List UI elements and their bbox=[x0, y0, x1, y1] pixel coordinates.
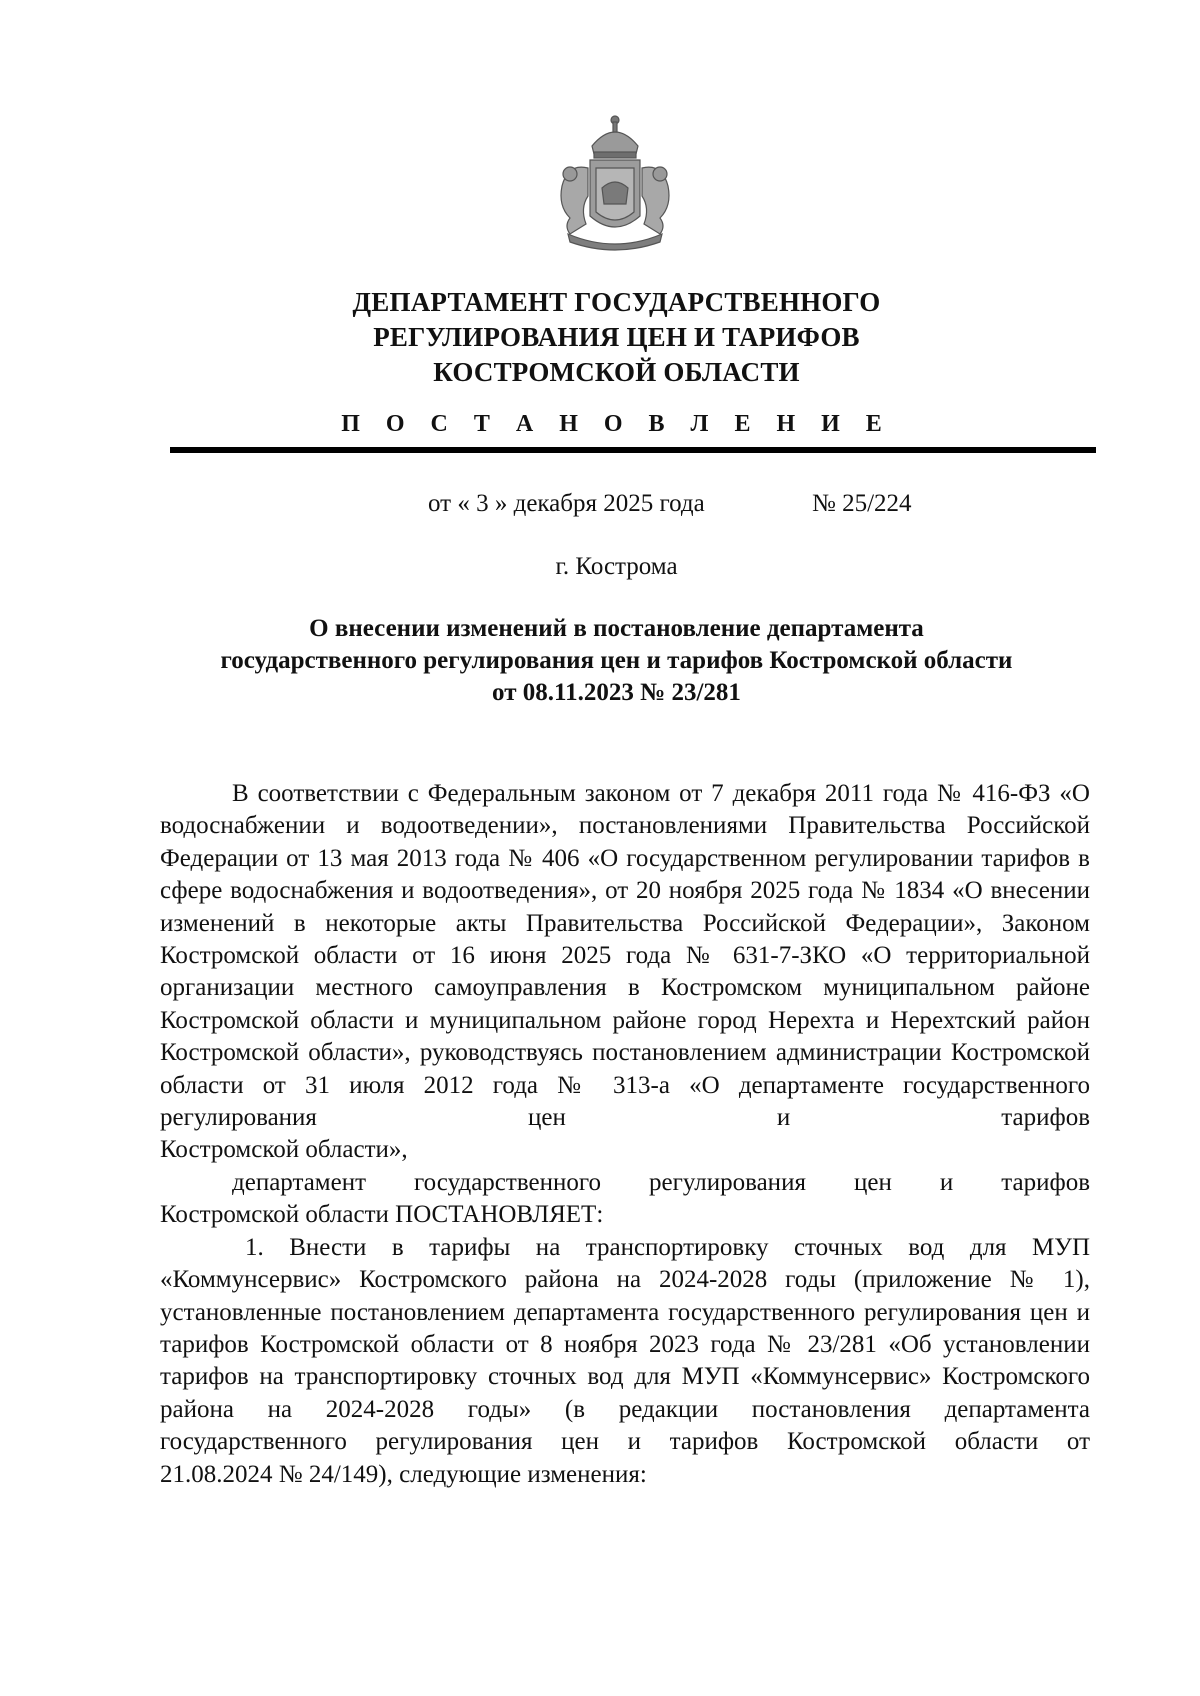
header-divider bbox=[170, 447, 1096, 453]
decree-body bbox=[160, 778, 1090, 1491]
decree-type-heading: П О С Т А Н О В Л Е Н И Е bbox=[341, 411, 892, 437]
department-name bbox=[0, 285, 1200, 390]
coat-of-arms-icon bbox=[540, 108, 690, 258]
body-paragraph bbox=[160, 1167, 1090, 1232]
decree-number: № 25/224 bbox=[812, 490, 912, 517]
paragraph-text: 1. Внести в тарифы на транспортировку сточных вод для МУП «Коммунсервис» Костромского района на 2024-2028 годы (приложение № 1), установленные постановлением департамента государственного регулирования цен и тарифов Костромской области от 8 ноября 2023 года № 23/281 «Об установлении тарифов на транспортировку сточных вод для МУП «Коммунсервис» Костромского района на 2024-2028 годы» (в редакции постановления департамента государственного регулирования цен и тарифов Костромской области от bbox=[160, 1233, 1090, 1456]
subject-line: от 08.11.2023 № 23/281 bbox=[492, 679, 741, 706]
body-paragraph bbox=[160, 778, 1090, 1167]
department-name-line: ДЕПАРТАМЕНТ ГОСУДАРСТВЕННОГО bbox=[352, 287, 881, 317]
paragraph-last-line: Костромской области ПОСТАНОВЛЯЕТ: bbox=[160, 1201, 604, 1229]
decree-subject bbox=[0, 613, 1200, 709]
decree-city: г. Кострома bbox=[555, 553, 678, 580]
decree-date: от « 3 » декабря 2025 года bbox=[428, 490, 705, 517]
paragraph-last-line: 21.08.2024 № 24/149), следующие изменения: bbox=[160, 1460, 647, 1488]
department-name-line: РЕГУЛИРОВАНИЯ ЦЕН И ТАРИФОВ bbox=[373, 322, 860, 352]
paragraph-last-line: Костромской области», bbox=[160, 1136, 408, 1164]
subject-line: О внесении изменений в постановление департамента bbox=[309, 615, 924, 642]
subject-line: государственного регулирования цен и тарифов Костромской области bbox=[220, 647, 1013, 674]
department-name-line: КОСТРОМСКОЙ ОБЛАСТИ bbox=[433, 357, 800, 387]
paragraph-text: В соответствии с Федеральным законом от 7 декабря 2011 года № 416-ФЗ «О водоснабжении и водоотведении», постановлениями Правительства Российской Федерации от 13 мая 2013 года № 406 «О государственном регулировании тарифов в сфере водоснабжения и водоотведения», от 20 ноября 2025 года № 1834 «О внесении изменений в некоторые акты Правительства Российской Федерации», Законом Костромской области от 16 июня 2025 года № 631-7-ЗКО «О территориальной организации местного самоуправления в Костромском муниципальном районе Костромской области и муниципальном районе город Нерехта и Нерехтский район Костромской области», руководствуясь постановлением администрации Костромской области от 31 июля 2012 года № 313-а «О департаменте государственного регулирования цен и тарифов bbox=[160, 780, 1090, 1132]
body-paragraph bbox=[160, 1232, 1090, 1491]
paragraph-text: департамент государственного регулирования цен и тарифов bbox=[232, 1168, 1090, 1196]
